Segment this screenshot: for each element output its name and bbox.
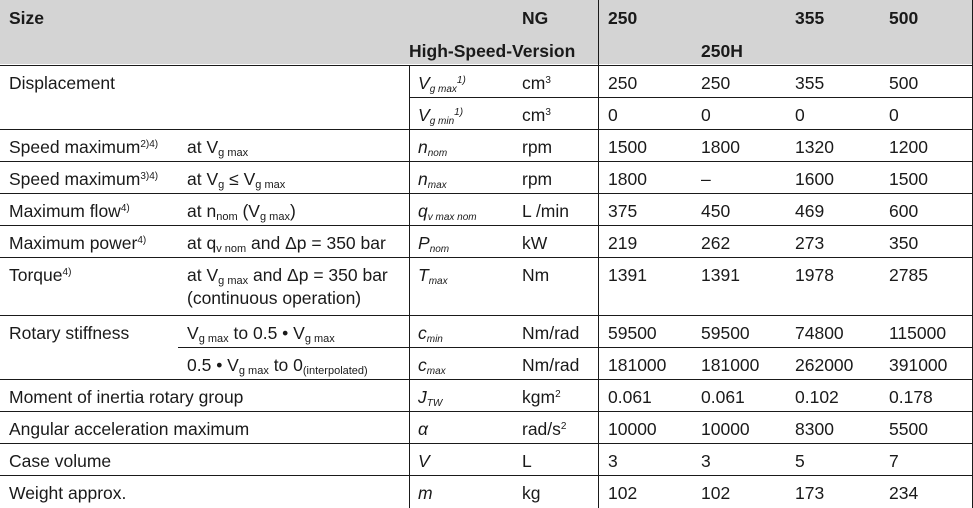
row-divider — [0, 225, 973, 226]
row-value: 0.178 — [889, 387, 933, 407]
condition-text: to 0.5 • V — [228, 323, 305, 343]
row-value: 5500 — [889, 419, 928, 439]
row-value: 262000 — [795, 355, 854, 375]
symbol-text: q — [418, 201, 428, 221]
row-symbol — [418, 169, 447, 189]
row-value: 350 — [889, 233, 919, 253]
row-divider — [0, 379, 973, 380]
row-label-text: Maximum power — [9, 233, 138, 253]
unit-superscript: 3 — [545, 75, 551, 86]
row-label-text: Displacement — [9, 73, 116, 93]
row-unit — [522, 105, 551, 125]
row-divider — [0, 411, 973, 412]
row-value: 1391 — [701, 265, 740, 285]
symbol-subscript: nom — [427, 148, 448, 159]
unit-text: Nm/rad — [522, 355, 580, 375]
symbol-text: P — [418, 233, 430, 253]
row-label-text: Maximum flow — [9, 201, 121, 221]
row-symbol — [418, 233, 449, 253]
condition-subscript: g max — [218, 275, 249, 287]
condition-text: at q — [187, 233, 217, 253]
row-value: 469 — [795, 201, 825, 221]
row-condition — [187, 355, 368, 375]
row-divider — [0, 315, 973, 316]
row-value: 1391 — [608, 265, 647, 285]
unit-superscript: 2 — [555, 389, 561, 400]
row-value: 1200 — [889, 137, 928, 157]
row-value: 0 — [795, 105, 805, 125]
row-value: 1600 — [795, 169, 834, 189]
column-divider — [598, 0, 599, 508]
hsv-label: High-Speed-Version — [409, 41, 576, 61]
condition-text: and Δp = 350 bar — [248, 265, 388, 285]
row-value: 5 — [795, 451, 805, 471]
row-unit — [522, 451, 532, 471]
symbol-subscript: g min — [429, 116, 455, 127]
hsv-size: 250H — [701, 41, 743, 61]
condition-text: V — [187, 323, 199, 343]
row-unit — [522, 265, 549, 285]
row-unit — [522, 233, 547, 253]
row-symbol — [418, 105, 463, 125]
symbol-subscript: g max — [429, 84, 457, 95]
row-label-text: Torque — [9, 265, 63, 285]
row-value: 1800 — [701, 137, 740, 157]
row-label — [9, 233, 146, 253]
row-symbol — [418, 73, 466, 93]
unit-text: L /min — [522, 201, 570, 221]
symbol-footnote: 1) — [456, 75, 466, 86]
size-col-3: 355 — [795, 8, 825, 28]
row-value: 59500 — [608, 323, 657, 343]
condition-subscript: g — [218, 179, 225, 191]
row-label — [9, 387, 243, 407]
row-value: – — [701, 169, 711, 189]
row-label — [9, 483, 126, 503]
condition-subscript: g max — [218, 147, 249, 159]
row-divider — [0, 193, 973, 194]
row-divider — [409, 97, 973, 98]
row-value: 1978 — [795, 265, 834, 285]
row-value: 0 — [608, 105, 618, 125]
symbol-text: V — [418, 451, 430, 471]
row-label-text: Rotary stiffness — [9, 323, 130, 343]
row-divider — [0, 443, 973, 444]
symbol-text: V — [418, 105, 430, 125]
size-col-4: 500 — [889, 8, 919, 28]
row-label-footnote: 3)4) — [140, 171, 159, 182]
row-label-footnote: 4) — [137, 235, 147, 246]
row-unit — [522, 483, 540, 503]
row-condition — [187, 201, 296, 221]
symbol-text: α — [418, 419, 428, 439]
row-divider — [0, 475, 973, 476]
condition-text: 0.5 • V — [187, 355, 239, 375]
condition-text: at V — [187, 137, 219, 157]
row-unit — [522, 201, 569, 221]
row-value: 0.061 — [608, 387, 652, 407]
row-value: 391000 — [889, 355, 948, 375]
row-unit — [522, 419, 566, 439]
row-divider — [178, 347, 973, 348]
ng-label: NG — [522, 8, 549, 28]
condition-text: (V — [237, 201, 260, 221]
unit-text: rad/s — [522, 419, 561, 439]
row-symbol — [418, 265, 448, 285]
row-value: 273 — [795, 233, 825, 253]
row-label — [9, 137, 158, 157]
row-value: 8300 — [795, 419, 834, 439]
symbol-text: J — [418, 387, 427, 407]
row-label-footnote: 4) — [62, 267, 72, 278]
row-label-text: Weight approx. — [9, 483, 127, 503]
row-divider — [0, 65, 973, 66]
row-value: 2785 — [889, 265, 928, 285]
row-label-text: Speed maximum — [9, 137, 141, 157]
row-symbol — [418, 137, 447, 157]
row-label — [9, 201, 130, 221]
row-label-text: Speed maximum — [9, 169, 141, 189]
condition-text: to 0 — [268, 355, 303, 375]
unit-text: kg — [522, 483, 541, 503]
row-label — [9, 323, 129, 343]
condition-text: ≤ V — [224, 169, 256, 189]
condition-text: ) — [289, 201, 296, 221]
row-symbol — [418, 387, 442, 407]
row-value: 262 — [701, 233, 731, 253]
condition-text: at V — [187, 169, 219, 189]
row-condition — [187, 169, 285, 189]
condition-text: at n — [187, 201, 217, 221]
column-divider — [409, 65, 410, 508]
row-unit — [522, 323, 579, 343]
row-value: 355 — [795, 73, 825, 93]
row-value: 102 — [701, 483, 731, 503]
row-divider — [0, 161, 973, 162]
symbol-subscript: max — [428, 276, 448, 287]
symbol-footnote: 1) — [454, 107, 464, 118]
row-symbol — [418, 323, 443, 343]
row-value: 219 — [608, 233, 638, 253]
symbol-subscript: v max nom — [427, 212, 477, 223]
row-value: 234 — [889, 483, 919, 503]
row-symbol — [418, 419, 428, 439]
row-value: 450 — [701, 201, 731, 221]
row-symbol — [418, 483, 433, 503]
row-value: 59500 — [701, 323, 750, 343]
row-value: 375 — [608, 201, 638, 221]
row-label — [9, 73, 115, 93]
row-value: 600 — [889, 201, 919, 221]
row-condition — [187, 265, 388, 285]
row-value: 3 — [701, 451, 711, 471]
condition-subscript: g max — [198, 333, 229, 345]
condition-subscript: g max — [238, 365, 269, 377]
row-unit — [522, 387, 561, 407]
row-value: 0 — [889, 105, 899, 125]
row-label — [9, 265, 71, 285]
row-value: 3 — [608, 451, 618, 471]
row-value: 74800 — [795, 323, 844, 343]
unit-text: rpm — [522, 169, 553, 189]
row-label — [9, 419, 249, 439]
row-label-text: Moment of inertia rotary group — [9, 387, 244, 407]
row-divider — [0, 129, 973, 130]
row-value: 0.061 — [701, 387, 745, 407]
row-condition — [187, 233, 386, 253]
row-value: 1320 — [795, 137, 834, 157]
row-condition — [187, 323, 335, 343]
row-label-footnote: 2)4) — [140, 139, 159, 150]
symbol-subscript: max — [426, 366, 446, 377]
row-unit — [522, 73, 551, 93]
row-label — [9, 169, 158, 189]
condition-subscript: g max — [259, 211, 290, 223]
unit-text: cm — [522, 105, 546, 125]
row-symbol — [418, 355, 446, 375]
unit-text: cm — [522, 73, 546, 93]
symbol-text: n — [418, 169, 428, 189]
row-value: 250 — [701, 73, 731, 93]
row-value: 1500 — [608, 137, 647, 157]
size-col-1: 250 — [608, 8, 638, 28]
row-value: 115000 — [889, 323, 947, 343]
row-value: 173 — [795, 483, 825, 503]
row-value: 500 — [889, 73, 919, 93]
row-condition — [187, 137, 248, 157]
row-value: 0 — [701, 105, 711, 125]
unit-superscript: 2 — [560, 421, 567, 432]
row-label-text: Angular acceleration maximum — [9, 419, 250, 439]
symbol-subscript: min — [426, 334, 443, 345]
row-unit — [522, 137, 552, 157]
row-value: 10000 — [701, 419, 750, 439]
unit-text: kgm — [522, 387, 556, 407]
row-value: 0.102 — [795, 387, 839, 407]
condition-text: and Δp = 350 bar — [246, 233, 386, 253]
row-value: 181000 — [608, 355, 667, 375]
symbol-subscript: TW — [426, 398, 443, 409]
row-symbol — [418, 451, 430, 471]
row-value: 7 — [889, 451, 899, 471]
symbol-text: c — [418, 323, 427, 343]
unit-superscript: 3 — [545, 107, 551, 118]
symbol-text: T — [418, 265, 429, 285]
unit-text: rpm — [522, 137, 553, 157]
row-condition-line2: (continuous operation) — [187, 288, 362, 308]
row-symbol — [418, 201, 477, 221]
symbol-subscript: nom — [429, 244, 450, 255]
condition-subscript: g max — [304, 333, 335, 345]
unit-text: Nm — [522, 265, 550, 285]
row-label-text: Case volume — [9, 451, 112, 471]
unit-text: kW — [522, 233, 548, 253]
size-label: Size — [9, 8, 45, 28]
condition-subscript: nom — [216, 211, 238, 223]
symbol-subscript: max — [427, 180, 447, 191]
row-label — [9, 451, 111, 471]
row-value: 10000 — [608, 419, 657, 439]
symbol-text: n — [418, 137, 428, 157]
row-value: 1500 — [889, 169, 928, 189]
symbol-text: V — [418, 73, 430, 93]
row-value: 102 — [608, 483, 638, 503]
unit-text: Nm/rad — [522, 323, 580, 343]
row-unit — [522, 355, 579, 375]
unit-text: L — [522, 451, 532, 471]
symbol-text: c — [418, 355, 427, 375]
condition-subscript: g max — [255, 179, 286, 191]
condition-subscript: (interpolated) — [302, 365, 368, 377]
row-divider — [0, 257, 973, 258]
row-value: 181000 — [701, 355, 760, 375]
row-value: 250 — [608, 73, 638, 93]
row-value: 1800 — [608, 169, 647, 189]
row-label-footnote: 4) — [120, 203, 130, 214]
condition-text: at V — [187, 265, 219, 285]
row-unit — [522, 169, 552, 189]
condition-subscript: v nom — [216, 243, 247, 255]
symbol-text: m — [418, 483, 433, 503]
